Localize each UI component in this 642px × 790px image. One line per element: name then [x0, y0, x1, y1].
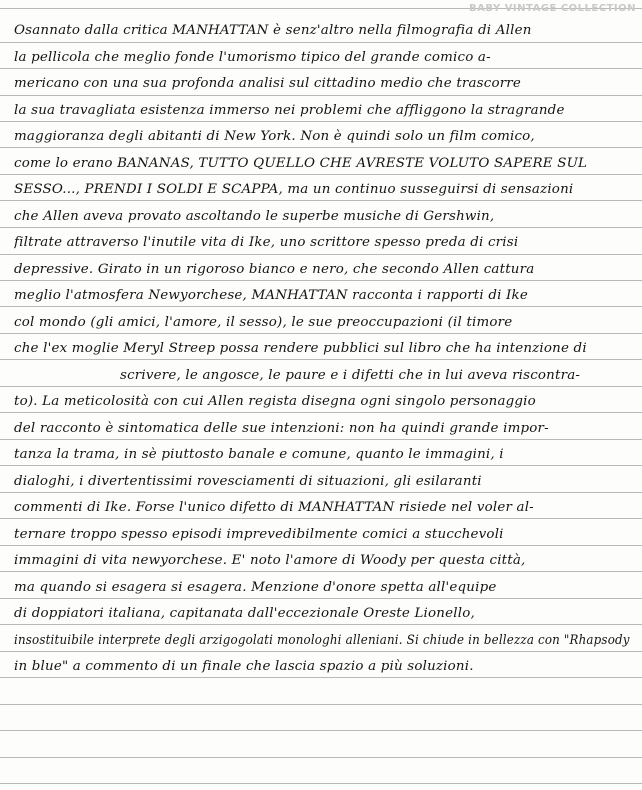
- text-line: scrivere, le angosce, le paure e i difetti che in lui aveva riscontra-: [120, 368, 581, 383]
- text-line: to). La meticolosità con cui Allen regista disegna ogni singolo personaggio: [14, 394, 536, 409]
- text-line: col mondo (gli amici, l'amore, il sesso), le sue preoccupazioni (il timore: [14, 315, 513, 330]
- text-line: che l'ex moglie Meryl Streep possa rendere pubblici sul libro che ha intenzione di: [14, 341, 587, 356]
- text-line: la pellicola che meglio fonde l'umorismo tipico del grande comico a-: [14, 50, 491, 65]
- text-line: maggioranza degli abitanti di New York. Non è quindi solo un film comico,: [14, 129, 535, 144]
- text-line: filtrate attraverso l'inutile vita di Ike, uno scrittore spesso preda di crisi: [14, 235, 519, 250]
- text-line: Osannato dalla critica MANHATTAN è senz'altro nella filmografia di Allen: [14, 23, 532, 38]
- text-line: che Allen aveva provato ascoltando le superbe musiche di Gershwin,: [14, 209, 495, 224]
- text-line: insostituibile interprete degli arzigogolati monologhi alleniani. Si chiude in bellezza con "Rhapsody: [14, 633, 630, 648]
- text-line: immagini di vita newyorchese. E' noto l'amore di Woody per questa città,: [14, 553, 526, 568]
- text-line: depressive. Girato in un rigoroso bianco e nero, che secondo Allen cattura: [14, 262, 535, 277]
- text-line: come lo erano BANANAS, TUTTO QUELLO CHE AVRESTE VOLUTO SAPERE SUL: [14, 156, 588, 171]
- text-line: commenti di Ike. Forse l'unico difetto di MANHATTAN risiede nel voler al-: [14, 500, 534, 515]
- text-line: di doppiatori italiana, capitanata dall'eccezionale Oreste Lionello,: [14, 606, 475, 621]
- text-line: tanza la trama, in sè piuttosto banale e comune, quanto le immagini, i: [14, 447, 504, 462]
- text-line: la sua travagliata esistenza immerso nei problemi che affliggono la stragrande: [14, 103, 565, 118]
- text-line: ma quando si esagera si esagera. Menzione d'onore spetta all'equipe: [14, 580, 497, 595]
- text-line: mericano con una sua profonda analisi sul cittadino medio che trascorre: [14, 76, 522, 91]
- text-line: meglio l'atmosfera Newyorchese, MANHATTAN racconta i rapporti di Ike: [14, 288, 528, 303]
- text-line: in blue" a commento di un finale che lascia spazio a più soluzioni.: [14, 659, 474, 674]
- text-line: SESSO..., PRENDI I SOLDI E SCAPPA, ma un continuo susseguirsi di sensazioni: [14, 182, 574, 197]
- watermark: BABY VINTAGE COLLECTION: [469, 3, 636, 14]
- text-line: ternare troppo spesso episodi imprevedibilmente comici a stucchevoli: [14, 527, 504, 542]
- text-line: del racconto è sintomatica delle sue intenzioni: non ha quindi grande impor-: [14, 421, 549, 436]
- text-line: dialoghi, i divertentissimi rovesciamenti di situazioni, gli esilaranti: [14, 474, 482, 489]
